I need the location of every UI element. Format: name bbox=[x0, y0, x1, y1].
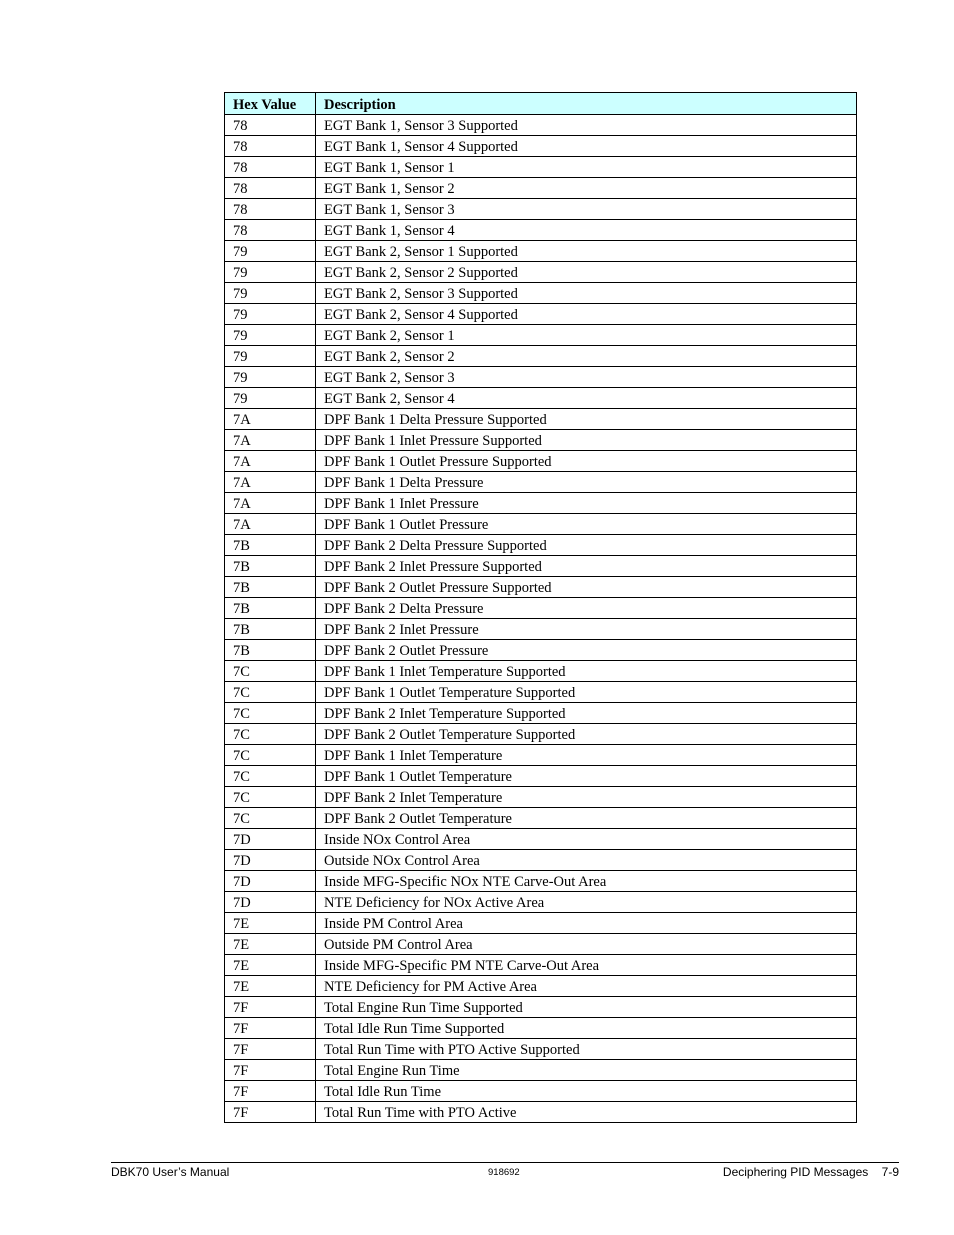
hex-value-cell: 7F bbox=[225, 1018, 316, 1039]
table-row bbox=[225, 598, 857, 619]
table-row bbox=[225, 1039, 857, 1060]
hex-value-cell: 7F bbox=[225, 1081, 316, 1102]
description-cell: EGT Bank 1, Sensor 3 Supported bbox=[316, 115, 857, 136]
hex-value-cell: 7E bbox=[225, 955, 316, 976]
hex-value-cell: 7E bbox=[225, 976, 316, 997]
hex-value-cell: 7B bbox=[225, 598, 316, 619]
page-footer bbox=[111, 1162, 899, 1183]
description-cell: Outside NOx Control Area bbox=[316, 850, 857, 871]
description-cell: DPF Bank 1 Delta Pressure Supported bbox=[316, 409, 857, 430]
table-row bbox=[225, 157, 857, 178]
description-cell: EGT Bank 2, Sensor 3 bbox=[316, 367, 857, 388]
table-row bbox=[225, 787, 857, 808]
description-cell: DPF Bank 1 Outlet Temperature bbox=[316, 766, 857, 787]
description-cell: NTE Deficiency for NOx Active Area bbox=[316, 892, 857, 913]
description-cell: Outside PM Control Area bbox=[316, 934, 857, 955]
description-cell: NTE Deficiency for PM Active Area bbox=[316, 976, 857, 997]
hex-value-cell: 7C bbox=[225, 745, 316, 766]
hex-value-cell: 7F bbox=[225, 1102, 316, 1123]
hex-value-cell: 7F bbox=[225, 997, 316, 1018]
hex-value-cell: 7A bbox=[225, 514, 316, 535]
footer-manual-title: DBK70 User’s Manual bbox=[111, 1165, 230, 1179]
hex-value-cell: 7B bbox=[225, 577, 316, 598]
hex-value-cell: 79 bbox=[225, 367, 316, 388]
hex-value-cell: 7A bbox=[225, 430, 316, 451]
hex-value-cell: 79 bbox=[225, 388, 316, 409]
hex-value-cell: 7C bbox=[225, 661, 316, 682]
table-row bbox=[225, 430, 857, 451]
hex-value-cell: 7C bbox=[225, 682, 316, 703]
hex-value-cell: 7A bbox=[225, 472, 316, 493]
table-row bbox=[225, 913, 857, 934]
table-row bbox=[225, 661, 857, 682]
table-row bbox=[225, 346, 857, 367]
table-row bbox=[225, 1081, 857, 1102]
table-row bbox=[225, 934, 857, 955]
table-row bbox=[225, 262, 857, 283]
description-cell: EGT Bank 2, Sensor 4 Supported bbox=[316, 304, 857, 325]
hex-value-cell: 78 bbox=[225, 115, 316, 136]
table-row bbox=[225, 178, 857, 199]
table-row bbox=[225, 703, 857, 724]
description-cell: EGT Bank 2, Sensor 3 Supported bbox=[316, 283, 857, 304]
hex-value-cell: 7D bbox=[225, 829, 316, 850]
table-row bbox=[225, 304, 857, 325]
table-row bbox=[225, 220, 857, 241]
table-row bbox=[225, 136, 857, 157]
hex-value-cell: 7C bbox=[225, 808, 316, 829]
description-cell: EGT Bank 1, Sensor 2 bbox=[316, 178, 857, 199]
hex-value-cell: 7D bbox=[225, 892, 316, 913]
description-cell: DPF Bank 2 Outlet Temperature bbox=[316, 808, 857, 829]
description-cell: DPF Bank 2 Inlet Temperature bbox=[316, 787, 857, 808]
table-row bbox=[225, 1102, 857, 1123]
table-row bbox=[225, 766, 857, 787]
table-row bbox=[225, 1018, 857, 1039]
description-cell: DPF Bank 1 Outlet Temperature Supported bbox=[316, 682, 857, 703]
table-row bbox=[225, 1060, 857, 1081]
table-row bbox=[225, 619, 857, 640]
table-row bbox=[225, 976, 857, 997]
table-row bbox=[225, 871, 857, 892]
hex-value-cell: 7D bbox=[225, 850, 316, 871]
description-cell: DPF Bank 1 Outlet Pressure Supported bbox=[316, 451, 857, 472]
hex-value-cell: 7B bbox=[225, 640, 316, 661]
table-row bbox=[225, 892, 857, 913]
table-row bbox=[225, 724, 857, 745]
hex-value-cell: 79 bbox=[225, 262, 316, 283]
table-row bbox=[225, 955, 857, 976]
table-row bbox=[225, 451, 857, 472]
table-row bbox=[225, 640, 857, 661]
description-cell: DPF Bank 2 Delta Pressure bbox=[316, 598, 857, 619]
table-row bbox=[225, 745, 857, 766]
hex-value-cell: 79 bbox=[225, 325, 316, 346]
description-cell: DPF Bank 1 Outlet Pressure bbox=[316, 514, 857, 535]
table-row bbox=[225, 556, 857, 577]
description-cell: Inside NOx Control Area bbox=[316, 829, 857, 850]
hex-value-cell: 7B bbox=[225, 535, 316, 556]
description-cell: DPF Bank 2 Outlet Temperature Supported bbox=[316, 724, 857, 745]
pid-hex-table bbox=[224, 92, 857, 1123]
description-cell: DPF Bank 2 Inlet Temperature Supported bbox=[316, 703, 857, 724]
hex-value-cell: 79 bbox=[225, 241, 316, 262]
description-cell: DPF Bank 1 Inlet Pressure Supported bbox=[316, 430, 857, 451]
description-cell: EGT Bank 2, Sensor 1 bbox=[316, 325, 857, 346]
hex-value-cell: 79 bbox=[225, 304, 316, 325]
hex-value-cell: 7C bbox=[225, 766, 316, 787]
hex-value-cell: 7E bbox=[225, 913, 316, 934]
description-cell: EGT Bank 1, Sensor 4 bbox=[316, 220, 857, 241]
description-cell: DPF Bank 2 Delta Pressure Supported bbox=[316, 535, 857, 556]
table-row bbox=[225, 577, 857, 598]
table-row bbox=[225, 829, 857, 850]
hex-value-cell: 78 bbox=[225, 157, 316, 178]
hex-value-cell: 7C bbox=[225, 724, 316, 745]
description-cell: DPF Bank 1 Delta Pressure bbox=[316, 472, 857, 493]
description-cell: EGT Bank 2, Sensor 2 Supported bbox=[316, 262, 857, 283]
column-header-description: Description bbox=[316, 93, 857, 115]
description-cell: Total Run Time with PTO Active Supported bbox=[316, 1039, 857, 1060]
description-cell: Inside MFG-Specific NOx NTE Carve-Out Area bbox=[316, 871, 857, 892]
table-row bbox=[225, 388, 857, 409]
table-row bbox=[225, 115, 857, 136]
hex-value-cell: 7A bbox=[225, 493, 316, 514]
description-cell: DPF Bank 2 Inlet Pressure bbox=[316, 619, 857, 640]
hex-value-cell: 7E bbox=[225, 934, 316, 955]
table-row bbox=[225, 325, 857, 346]
table-row bbox=[225, 535, 857, 556]
table-row bbox=[225, 199, 857, 220]
description-cell: Total Idle Run Time bbox=[316, 1081, 857, 1102]
description-cell: EGT Bank 1, Sensor 1 bbox=[316, 157, 857, 178]
table-row bbox=[225, 514, 857, 535]
table-body bbox=[225, 115, 857, 1123]
description-cell: EGT Bank 1, Sensor 4 Supported bbox=[316, 136, 857, 157]
description-cell: EGT Bank 2, Sensor 4 bbox=[316, 388, 857, 409]
hex-value-cell: 7A bbox=[225, 409, 316, 430]
description-cell: DPF Bank 2 Outlet Pressure Supported bbox=[316, 577, 857, 598]
table-row bbox=[225, 241, 857, 262]
description-cell: Inside PM Control Area bbox=[316, 913, 857, 934]
table-row bbox=[225, 850, 857, 871]
table-row bbox=[225, 472, 857, 493]
description-cell: DPF Bank 2 Inlet Pressure Supported bbox=[316, 556, 857, 577]
description-cell: EGT Bank 2, Sensor 2 bbox=[316, 346, 857, 367]
description-cell: DPF Bank 1 Inlet Temperature Supported bbox=[316, 661, 857, 682]
table-row bbox=[225, 493, 857, 514]
hex-value-cell: 7C bbox=[225, 787, 316, 808]
hex-value-cell: 78 bbox=[225, 178, 316, 199]
description-cell: EGT Bank 2, Sensor 1 Supported bbox=[316, 241, 857, 262]
hex-value-cell: 78 bbox=[225, 199, 316, 220]
description-cell: DPF Bank 2 Outlet Pressure bbox=[316, 640, 857, 661]
hex-value-cell: 7F bbox=[225, 1039, 316, 1060]
description-cell: Inside MFG-Specific PM NTE Carve-Out Area bbox=[316, 955, 857, 976]
footer-section-page: Deciphering PID Messages 7-9 bbox=[722, 1165, 899, 1179]
table-row bbox=[225, 409, 857, 430]
description-cell: EGT Bank 1, Sensor 3 bbox=[316, 199, 857, 220]
description-cell: Total Engine Run Time Supported bbox=[316, 997, 857, 1018]
hex-value-cell: 7D bbox=[225, 871, 316, 892]
hex-value-cell: 78 bbox=[225, 220, 316, 241]
description-cell: DPF Bank 1 Inlet Pressure bbox=[316, 493, 857, 514]
table-row bbox=[225, 367, 857, 388]
column-header-hex-value: Hex Value bbox=[225, 93, 316, 115]
description-cell: Total Engine Run Time bbox=[316, 1060, 857, 1081]
hex-value-cell: 7B bbox=[225, 556, 316, 577]
table-row bbox=[225, 997, 857, 1018]
table-row bbox=[225, 283, 857, 304]
footer-part-number: 918692 bbox=[488, 1167, 520, 1178]
hex-value-cell: 7C bbox=[225, 703, 316, 724]
hex-value-cell: 7A bbox=[225, 451, 316, 472]
hex-value-cell: 78 bbox=[225, 136, 316, 157]
table-row bbox=[225, 808, 857, 829]
description-cell: DPF Bank 1 Inlet Temperature bbox=[316, 745, 857, 766]
table-header-row bbox=[225, 93, 857, 115]
description-cell: Total Run Time with PTO Active bbox=[316, 1102, 857, 1123]
hex-value-cell: 79 bbox=[225, 283, 316, 304]
table-row bbox=[225, 682, 857, 703]
description-cell: Total Idle Run Time Supported bbox=[316, 1018, 857, 1039]
hex-value-cell: 7B bbox=[225, 619, 316, 640]
hex-value-cell: 79 bbox=[225, 346, 316, 367]
hex-value-cell: 7F bbox=[225, 1060, 316, 1081]
